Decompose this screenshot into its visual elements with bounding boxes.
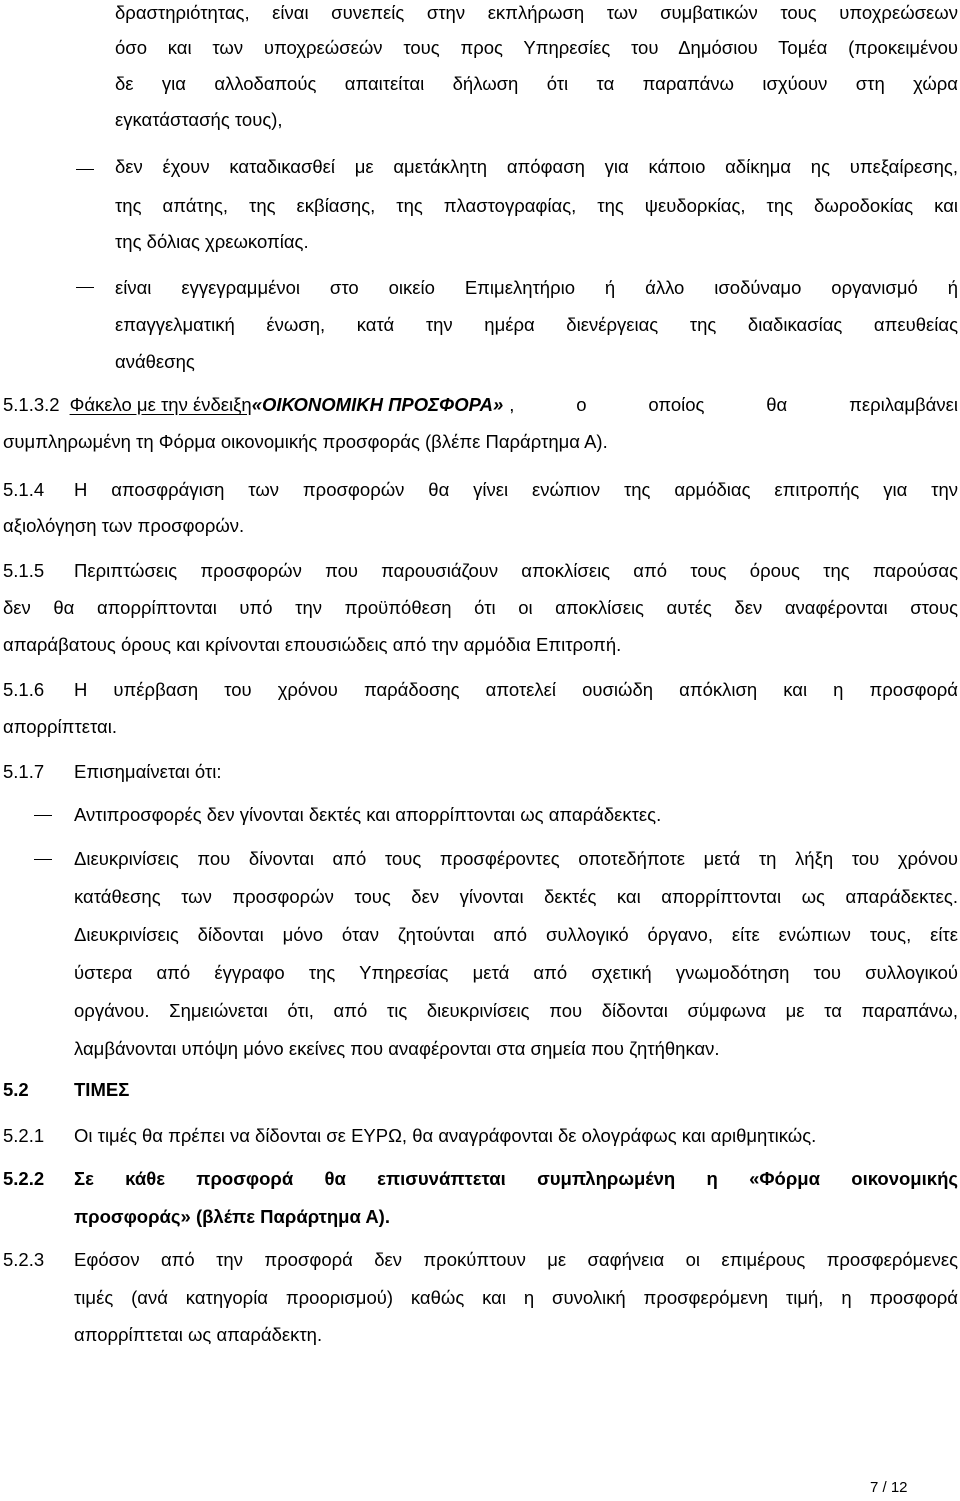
bullet-a2-line-2: επαγγελματική ένωση, κατά την ημέρα διενέργειας της διαδικασίας απευθείας: [115, 314, 958, 335]
bullet-b2-line-3: Διευκρινίσεις δίδονται μόνο όταν ζητούνται από συλλογικό όργανο, είτε ενώπιων τους, είτε: [74, 924, 958, 945]
section-516-line-2: απορρίπτεται.: [3, 716, 117, 737]
dash-bullet-icon: [76, 287, 94, 288]
section-5132-line-1: [3, 393, 958, 417]
section-52-title: ΤΙΜΕΣ: [74, 1079, 130, 1100]
section-5132-bold: «ΟΙΚΟΝΟΜΙΚΗ ΠΡΟΣΦΟΡΑ»: [251, 394, 504, 415]
intro-line-4: εγκατάστασής τους),: [115, 109, 283, 130]
intro-line-1: δραστηριότητας, είναι συνεπείς στην εκπλήρωση των συμβατικών τους υποχρεώσεων: [115, 2, 958, 23]
bullet-a1-line-2: της απάτης, της εκβίασης, της πλαστογραφίας, της ψευδορκίας, της δωροδοκίας και: [115, 195, 958, 216]
bullet-a1-line-3: της δόλιας χρεωκοπίας.: [115, 231, 309, 252]
intro-line-3: δε για αλλοδαπούς απαιτείται δήλωση ότι τα παραπάνω ισχύουν στη χώρα: [115, 73, 958, 94]
bullet-a2-line-1: είναι εγγεγραμμένοι στο οικείο Επιμελητήριο ή άλλο ισοδύναμο οργανισμό ή: [115, 277, 958, 298]
section-5132-line-2: συμπληρωμένη τη Φόρμα οικονομικής προσφοράς (βλέπε Παράρτημα Α).: [3, 431, 608, 452]
bullet-b1-line-1: Αντιπροσφορές δεν γίνονται δεκτές και απορρίπτονται ως απαράδεκτες.: [74, 804, 662, 825]
section-52-number: 5.2: [3, 1079, 29, 1100]
section-514-line-2: αξιολόγηση των προσφορών.: [3, 515, 245, 536]
section-522-line-1: Σε κάθε προσφορά θα επισυνάπτεται συμπληρωμένη η «Φόρμα οικονομικής: [74, 1168, 958, 1189]
section-522-number: 5.2.2: [3, 1168, 45, 1189]
section-515-line-2: δεν θα απορρίπτονται υπό την προϋπόθεση ότι οι αποκλίσεις αυτές δεν αναφέρονται στους: [3, 597, 958, 618]
section-5132-underlined: Φάκελο με την ένδειξη: [69, 394, 252, 415]
section-514-number: 5.1.4: [3, 479, 45, 500]
dash-bullet-icon: [34, 859, 52, 860]
section-515-line-3: απαράβατους όρους και κρίνονται επουσιώδεις από την αρμόδια Επιτροπή.: [3, 634, 622, 655]
bullet-b2-line-4: ύστερα από έγγραφο της Υπηρεσίας μετά από σχετική γνωμοδότηση του συλλογικού: [74, 962, 958, 983]
section-517-number: 5.1.7: [3, 761, 45, 782]
section-514-line-1: Η αποσφράγιση των προσφορών θα γίνει ενώπιον της αρμόδιας επιτροπής για την: [74, 479, 958, 500]
section-523-number: 5.2.3: [3, 1249, 45, 1270]
section-521-number: 5.2.1: [3, 1125, 45, 1146]
bullet-b2-line-1: Διευκρινίσεις που δίνονται από τους προσφέροντες οποτεδήποτε μετά τη λήξη του χρόνου: [74, 848, 958, 869]
bullet-b2-line-5: οργάνου. Σημειώνεται ότι, από τις διευκρινίσεις που δίδονται σύμφωνα με τα παραπάνω,: [74, 1000, 958, 1021]
intro-line-2: όσο και των υποχρεώσεών τους προς Υπηρεσίες του Δημόσιου Τομέα (προκειμένου: [115, 37, 958, 58]
section-5132-rest: , ο οποίος θα περιλαμβάνει: [509, 394, 958, 415]
section-5132-text: [70, 393, 958, 417]
dash-bullet-icon: [34, 815, 52, 816]
bullet-a2-line-3: ανάθεσης: [115, 351, 195, 372]
section-522-line-2: προσφοράς» (βλέπε Παράρτημα Α).: [74, 1206, 390, 1227]
section-5132-number: 5.1.3.2: [3, 394, 60, 415]
section-516-line-1: Η υπέρβαση του χρόνου παράδοσης αποτελεί ουσιώδη απόκλιση και η προσφορά: [74, 679, 958, 700]
section-523-line-1: Εφόσον από την προσφορά δεν προκύπτουν με σαφήνεια οι επιμέρους προσφερόμενες: [74, 1249, 958, 1270]
section-523-line-2: τιμές (ανά κατηγορία προορισμού) καθώς και η συνολική προσφερόμενη τιμή, η προσφορά: [74, 1287, 958, 1308]
section-521-line-1: Οι τιμές θα πρέπει να δίδονται σε ΕΥΡΩ, θα αναγράφονται δε ολογράφως και αριθμητικώς.: [74, 1125, 817, 1146]
section-517-line-1: Επισημαίνεται ότι:: [74, 761, 222, 782]
section-515-line-1: Περιπτώσεις προσφορών που παρουσιάζουν αποκλίσεις από τους όρους της παρούσας: [74, 560, 958, 581]
bullet-b2-line-2: κατάθεσης των προσφορών τους δεν γίνονται δεκτές και απορρίπτονται ως απαράδεκτες.: [74, 886, 958, 907]
section-515-number: 5.1.5: [3, 560, 45, 581]
page-number: 7 / 12: [870, 1479, 908, 1496]
section-523-line-3: απορρίπτεται ως απαράδεκτη.: [74, 1324, 323, 1345]
section-516-number: 5.1.6: [3, 679, 45, 700]
dash-bullet-icon: [76, 169, 94, 170]
bullet-b2-line-6: λαμβάνονται υπόψη μόνο εκείνες που αναφέρονται στα σημεία που ζητήθηκαν.: [74, 1038, 720, 1059]
bullet-a1-line-1: δεν έχουν καταδικασθεί με αμετάκλητη απόφαση για κάποιο αδίκημα ης υπεξαίρεσης,: [115, 156, 958, 177]
